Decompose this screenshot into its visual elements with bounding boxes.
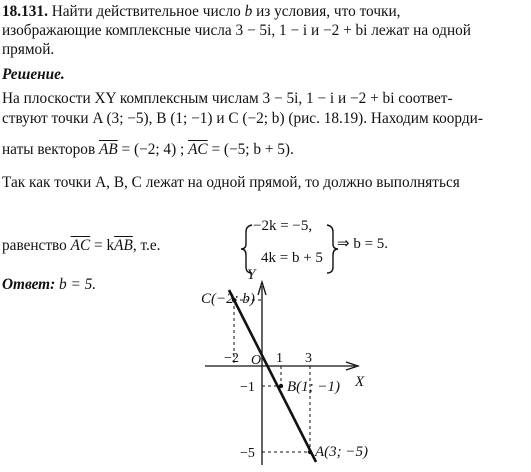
vector-ac-2: $\overline{AC}$ (70, 237, 91, 254)
point-b (279, 384, 283, 388)
solution-line-1: На плоскости XY комплексным числам 3 − 5i, 1 − i и −2 + bi соответ- (2, 90, 453, 107)
solution-line-3-c: = (−5; b + 5). (207, 141, 294, 158)
implies-result: ⇒ b = 5. (337, 236, 389, 252)
solution-line-5-a: равенство (2, 237, 71, 254)
point-b-label: B(1; −1) (287, 379, 341, 395)
equation-1: −2k = −5, (253, 218, 313, 234)
system-brace-right (327, 225, 338, 273)
solution-line-5-c: , т.е. (132, 237, 161, 254)
vector-ac: $\overline{AC}$ (188, 141, 208, 158)
answer-value: b = 5. (59, 276, 97, 293)
vector-ab: $\overline{AB}$ (99, 141, 118, 158)
problem-line-3: прямой. (2, 41, 55, 58)
solution-heading: Решение. (2, 66, 65, 83)
point-a-label: A(3; −5) (315, 444, 369, 460)
point-a (308, 450, 312, 454)
point-c-label: C(−2; b) (201, 291, 255, 307)
problem-variable: b (244, 3, 253, 20)
origin-label: O (251, 353, 262, 368)
solution-line-3-a: наты векторов (2, 141, 99, 158)
tick-x-3: 3 (305, 351, 312, 366)
tick-y-neg1: −1 (240, 380, 255, 395)
system-brace-left (241, 225, 252, 273)
problem-text-1-rest: из условия, что точки, (256, 3, 401, 20)
answer-label: Ответ: (2, 276, 56, 293)
problem-number: 18.131. (2, 3, 48, 20)
equation-2: 4k = b + 5 (261, 250, 323, 266)
tick-y-neg5: −5 (240, 446, 255, 461)
problem-line-2: изображающие комплексные числа 3 − 5i, 1 − i и −2 + bi лежат на одной (2, 22, 471, 39)
solution-line-4: Так как точки A, B, C лежат на одной прямой, то должно выполняться (2, 174, 460, 191)
x-axis-label: X (355, 374, 365, 390)
y-axis-label: Y (247, 267, 256, 283)
solution-line-3-b: = (−2; 4) ; (117, 141, 189, 158)
tick-x-neg2: −2 (224, 351, 239, 366)
tick-x-1: 1 (276, 351, 283, 366)
solution-line-5-b: = k (90, 237, 115, 254)
line-abc (229, 290, 316, 462)
vector-ab-2: $\overline{AB}$ (114, 237, 133, 254)
problem-text-1: Найти действительное число (51, 3, 241, 20)
solution-line-2: ствуют точки A (3; −5), B (1; −1) и C (−2; b) (рис. 18.19). Находим коорди- (2, 110, 483, 127)
